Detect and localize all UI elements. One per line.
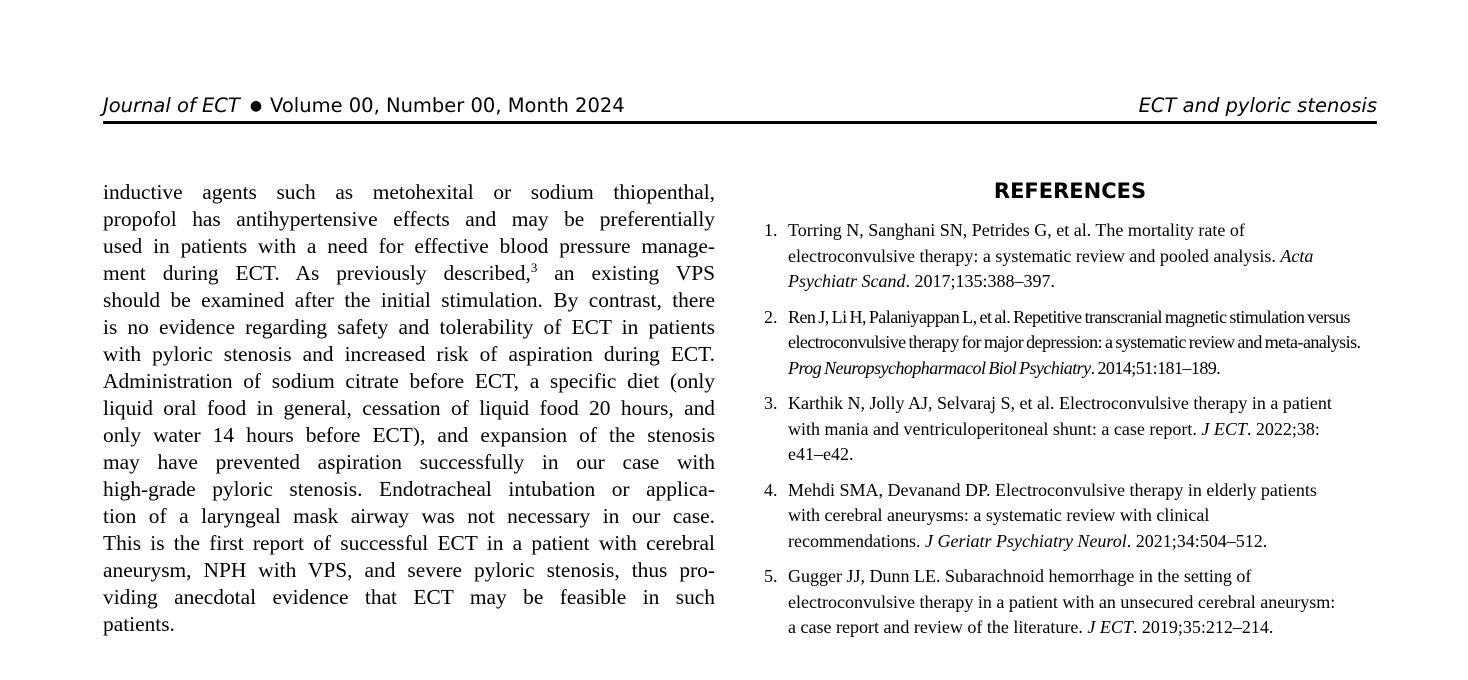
body-line: aneurysm, NPH with VPS, and severe pyloric stenosis, thus pro- [103,558,715,582]
reference-item [764,478,1377,555]
reference-text: . 2014;51:181–189. [1090,357,1221,378]
reference-line [788,244,1377,270]
reference-line: Karthik N, Jolly AJ, Selvaraj S, et al. Electroconvulsive therapy in a patient [788,393,1332,413]
body-line: viding anecdotal evidence that ECT may be feasible in such [103,585,715,609]
body-line: used in patients with a need for effective blood pressure manage- [103,234,715,258]
reference-line: electroconvulsive therapy for major depression: a systematic review and meta-analysis. [788,332,1361,352]
body-line: with pyloric stenosis and increased risk of aspiration during ECT. [103,342,715,366]
body-line-text: ment during ECT. As previously described, [103,261,531,285]
journal-abbrev: J ECT [1201,418,1247,439]
reference-line [788,529,1377,555]
reference-line: electroconvulsive therapy in a patient with an unsecured cerebral aneurysm: [788,591,1336,612]
reference-text: electroconvulsive therapy: a systematic review and pooled analysis. [788,245,1281,266]
reference-line [788,615,1377,641]
body-line: high-grade pyloric stenosis. Endotracheal intubation or applica- [103,477,715,501]
journal-abbrev: J Geriatr Psychiatry Neurol [924,530,1127,551]
reference-line: Ren J, Li H, Palaniyappan L, et al. Repetitive transcranial magnetic stimulation versus [788,306,1350,327]
reference-number: 3. [764,393,778,413]
journal-abbrev: J ECT [1087,617,1133,637]
reference-item [764,391,1377,468]
reference-text: a case report and review of the literature. [788,617,1088,637]
body-line: is no evidence regarding safety and tolerability of ECT in patients [103,315,715,339]
reference-text: . 2019;35:212–214. [1132,617,1274,637]
body-line-tail: an existing VPS [537,261,716,285]
references-list [764,218,1377,651]
body-line: only water 14 hours before ECT), and expansion of the stenosis [103,423,715,447]
reference-number: 1. [764,220,778,240]
reference-line: with cerebral aneurysms: a systematic review with clinical [788,505,1210,525]
body-line: patients. [103,612,175,636]
running-title: ECT and pyloric stenosis [1138,94,1377,117]
reference-line [788,356,1377,382]
reference-number: 4. [764,479,778,500]
reference-text: recommendations. [788,530,925,551]
header-rule [103,121,1377,124]
journal-abbrev: Psychiatr Scand [788,271,906,291]
reference-item [764,305,1377,382]
reference-line: Gugger JJ, Dunn LE. Subarachnoid hemorrhage in the setting of [788,566,1252,586]
citation-superscript: 3 [530,260,538,275]
reference-line [788,269,1377,295]
body-line: This is the first report of successful ECT in a patient with cerebral [103,531,715,555]
issue-info: Volume 00, Number 00, Month 2024 [270,94,625,117]
body-line: Administration of sodium citrate before ECT, a specific diet (only [103,369,715,393]
running-header [103,92,1377,120]
journal-abbrev: Acta [1280,245,1314,266]
reference-number: 5. [764,566,778,586]
body-line: should be examined after the initial stimulation. By contrast, there [103,288,715,312]
body-line: may have prevented aspiration successfully in our case with [103,450,715,474]
header-left [103,92,625,120]
body-text [103,179,715,638]
reference-text: . 2017;135:388–397. [905,271,1055,291]
reference-item [764,218,1377,295]
reference-text: with mania and ventriculoperitoneal shunt: a case report. [788,418,1202,439]
reference-number: 2. [764,306,778,327]
reference-item [764,564,1377,641]
reference-line: Mehdi SMA, Devanand DP. Electroconvulsive therapy in elderly patients [788,479,1317,500]
journal-abbrev: Prog Neuropsychopharmacol Biol Psychiatry [788,357,1091,378]
reference-text: . 2021;34:504–512. [1126,530,1268,551]
reference-text: . 2022;38: [1246,418,1320,439]
references-heading: REFERENCES [993,179,1147,203]
body-line: liquid oral food in general, cessation of liquid food 20 hours, and [103,396,715,420]
bullet-separator-icon: ● [249,98,263,114]
reference-line: e41–e42. [788,444,854,464]
reference-line: Torring N, Sanghani SN, Petrides G, et al. The mortality rate of [788,220,1245,240]
journal-name: Journal of ECT [103,94,240,117]
body-line: propofol has antihypertensive effects and may be preferentially [103,207,715,231]
body-line: tion of a laryngeal mask airway was not necessary in our case. [103,504,715,528]
body-line: inductive agents such as metohexital or sodium thiopenthal, [103,180,715,204]
body-line [103,260,715,287]
reference-line [788,417,1377,443]
